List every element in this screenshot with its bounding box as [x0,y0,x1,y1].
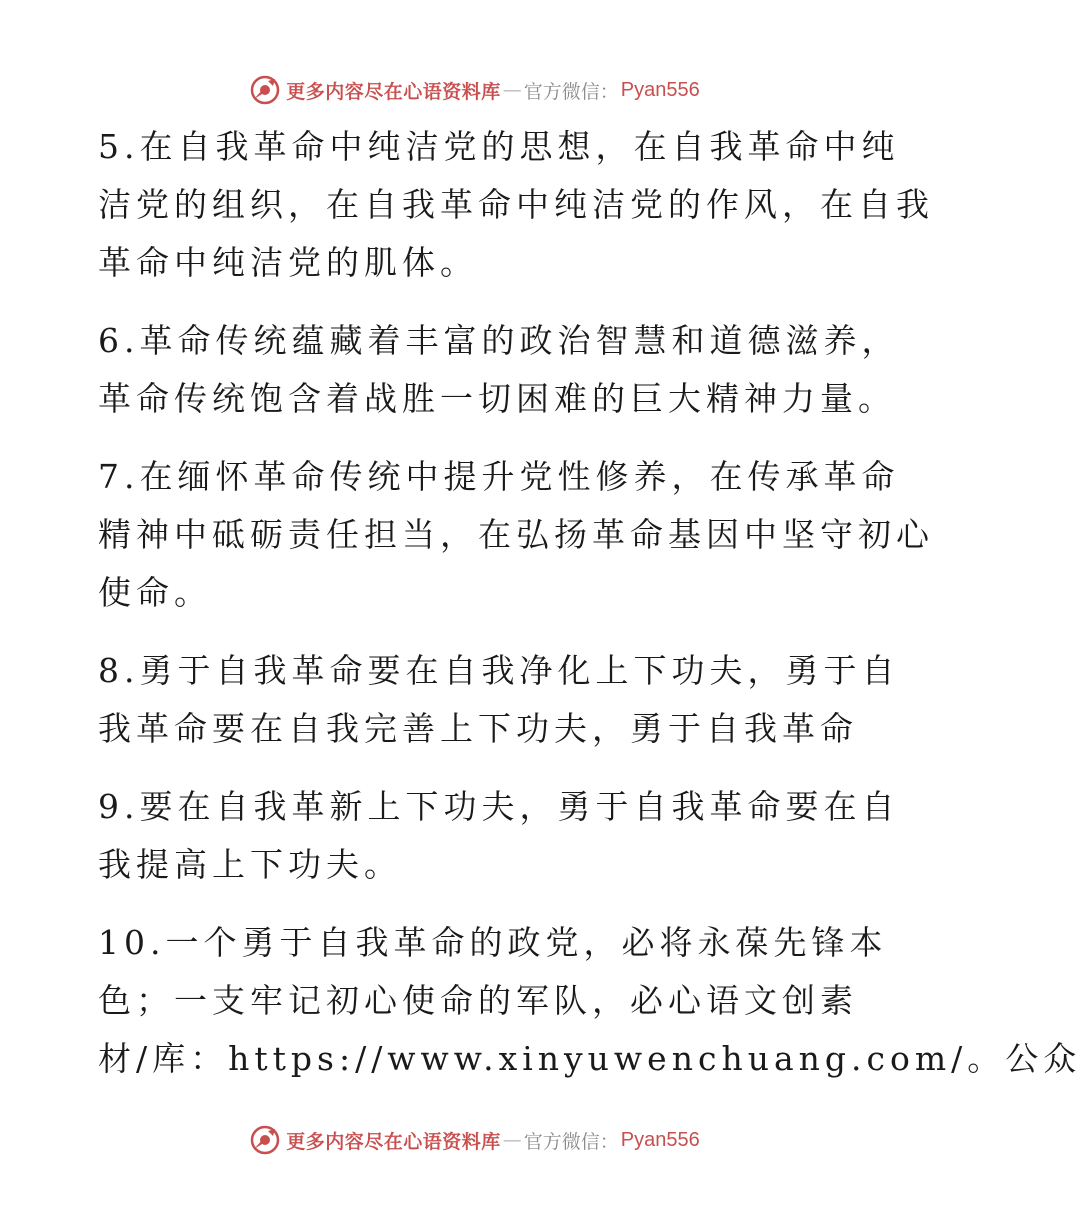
paragraph-6 [98,312,900,428]
text-line: 6.革命传统蕴藏着丰富的政治智慧和道德滋养， [98,321,900,360]
footer-banner [0,1120,950,1160]
logo-icon [250,1125,280,1155]
text-line: 使命。 [98,573,212,612]
paragraph-8 [98,642,900,758]
banner-dash: — [502,1129,522,1151]
text-line: 7.在缅怀革命传统中提升党性修养，在传承革命 [98,457,900,496]
header-banner [0,70,950,110]
banner-official-label: 官方微信： [523,1130,619,1153]
text-line: 色；一支牢记初心使命的军队，必心语文创素 [98,981,858,1020]
text-line: 材/库：https://www.xinyuwenchuang.com/。公众 [98,1039,1081,1078]
banner-wechat-id: Pyan556 [620,78,700,101]
text-line: 革命传统饱含着战胜一切困难的巨大精神力量。 [98,379,896,418]
document-body [98,118,1081,1108]
text-line: 革命中纯洁党的肌体。 [98,243,478,282]
banner-main-text: 更多内容尽在心语资料库 [286,1130,501,1153]
banner-main-text: 更多内容尽在心语资料库 [286,80,501,103]
text-line: 精神中砥砺责任担当，在弘扬革命基因中坚守初心 [98,515,934,554]
text-line: 9.要在自我革新上下功夫，勇于自我革命要在自 [98,787,900,826]
banner-official-label: 官方微信： [523,80,619,103]
banner-wechat-id: Pyan556 [620,1128,700,1151]
banner-dash: — [502,79,522,101]
text-line: 我革命要在自我完善上下功夫，勇于自我革命 [98,709,858,748]
text-line: 10.一个勇于自我革命的政党，必将永葆先锋本 [98,923,888,962]
text-line: 5.在自我革命中纯洁党的思想，在自我革命中纯 [98,127,900,166]
paragraph-7 [98,448,934,622]
paragraph-10 [98,914,1081,1088]
logo-icon [250,75,280,105]
paragraph-9 [98,778,900,894]
paragraph-5 [98,118,934,292]
text-line: 8.勇于自我革命要在自我净化上下功夫，勇于自 [98,651,900,690]
text-line: 我提高上下功夫。 [98,845,402,884]
text-line: 洁党的组织，在自我革命中纯洁党的作风，在自我 [98,185,934,224]
